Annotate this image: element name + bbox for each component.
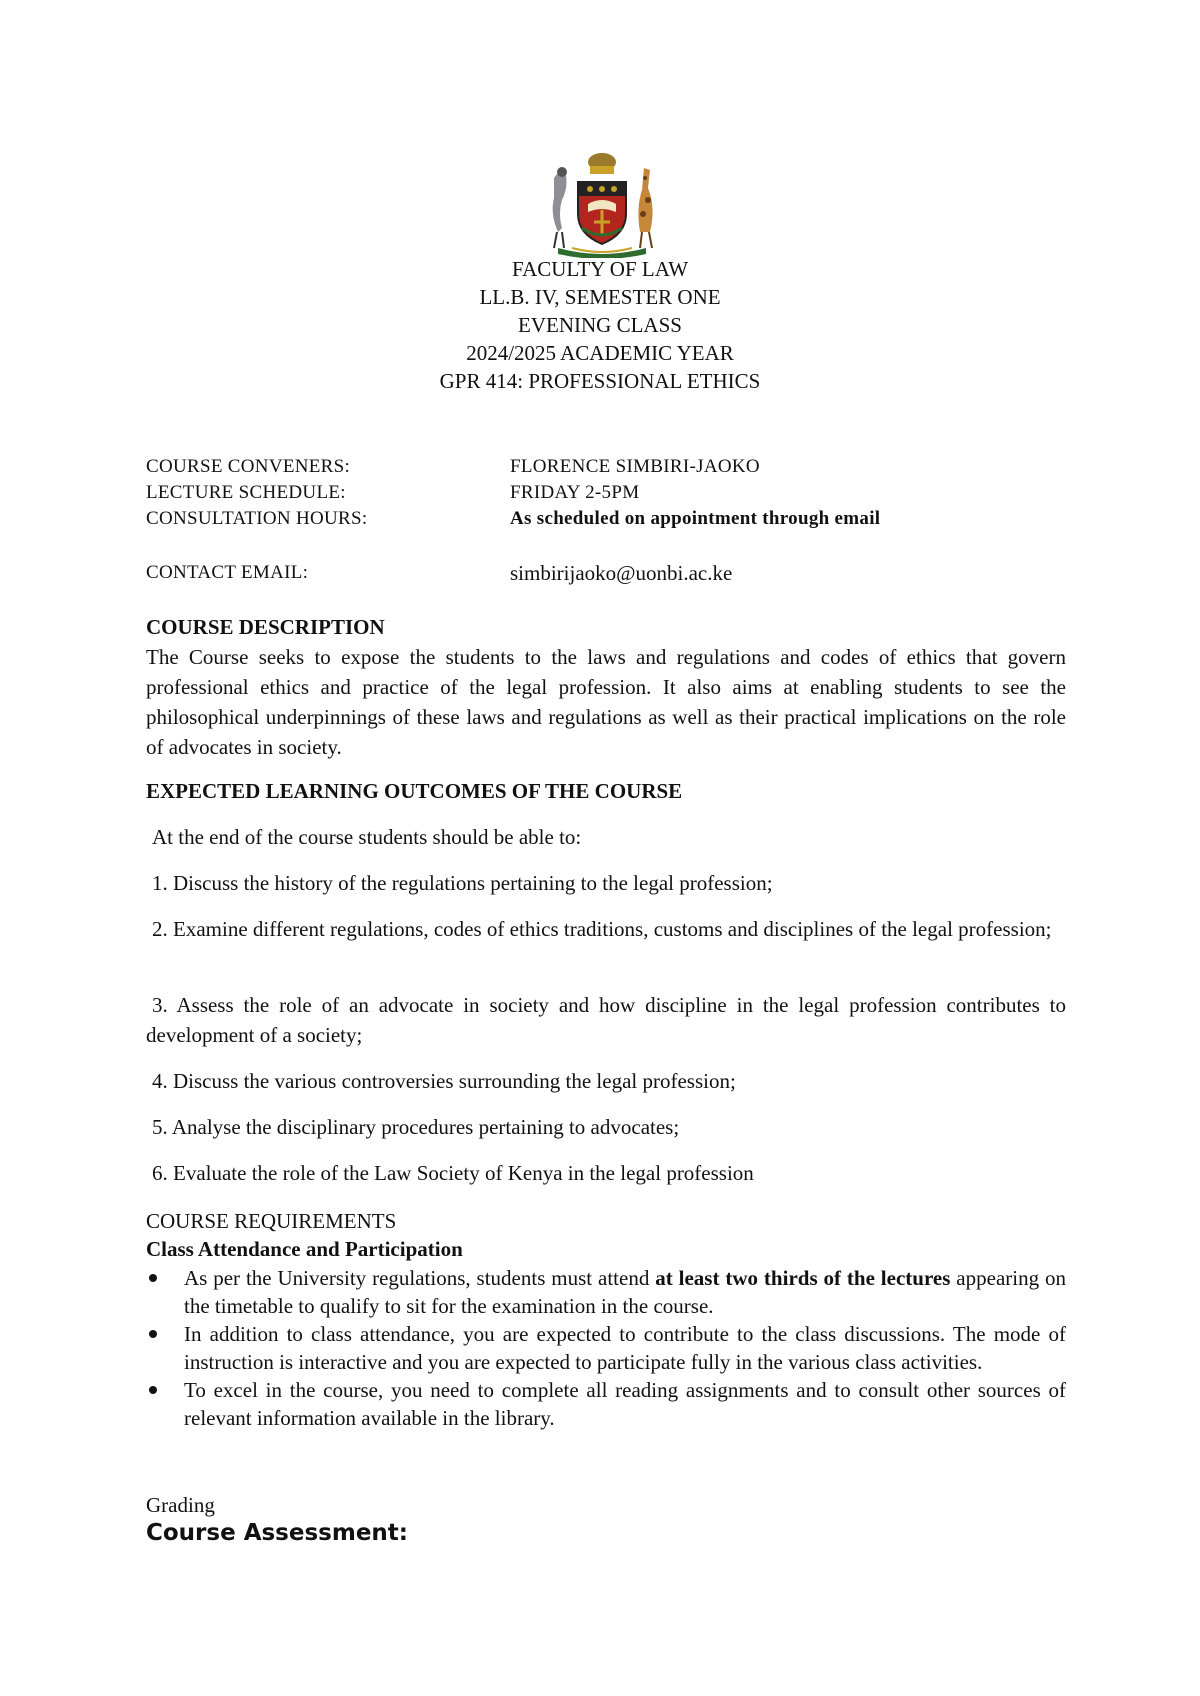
attendance-emphasis: at least two thirds of the lectures [655, 1266, 951, 1290]
class-type: EVENING CLASS [518, 313, 682, 337]
course-requirements-title: COURSE REQUIREMENTS [146, 1209, 397, 1233]
list-item: As per the University regulations, students must attend at least two thirds of the lectures appearing on the timetable to qualify to sit for the examination in the course. [146, 1264, 1066, 1320]
outcome-item: 3. Assess the role of an advocate in society and how discipline in the legal profession contributes to development of a society; [146, 993, 1066, 1047]
outcome-item: 5. Analyse the disciplinary procedures pertaining to advocates; [152, 1115, 680, 1139]
faculty-title: FACULTY OF LAW [511, 257, 689, 281]
document-header [0, 255, 1200, 395]
course-assessment-title: Course Assessment: [146, 1520, 408, 1546]
schedule-label: LECTURE SCHEDULE: [146, 482, 346, 503]
course-description-text: The Course seeks to expose the students to the laws and regulations and codes of ethics that govern professional ethics and practice of the legal profession. It also aims at enabling students to see the philosophical underpinnings of these laws and regulations as well as their practical implications on the role of advocates in society. [146, 645, 1066, 759]
program-title: LL.B. IV, SEMESTER ONE [479, 285, 721, 309]
outcomes-intro: At the end of the course students should be able to: [152, 825, 582, 849]
bullet-icon [149, 1330, 157, 1338]
outcome-item: 6. Evaluate the role of the Law Society of Kenya in the legal profession [152, 1161, 754, 1185]
requirements-list [146, 1264, 1066, 1432]
list-item: To excel in the course, you need to complete all reading assignments and to consult other sources of relevant information available in the library. [146, 1376, 1066, 1432]
outcome-item: 1. Discuss the history of the regulations pertaining to the legal profession; [152, 871, 773, 895]
list-item: In addition to class attendance, you are expected to contribute to the class discussions. The mode of instruction is interactive and you are expected to participate fully in the various class activities. [146, 1320, 1066, 1376]
email-value[interactable]: simbirijaoko@uonbi.ac.ke [510, 561, 733, 585]
university-crest [532, 148, 672, 258]
course-description-title: COURSE DESCRIPTION [146, 615, 385, 639]
academic-year: 2024/2025 ACADEMIC YEAR [466, 341, 734, 365]
grading-title: Grading [146, 1493, 215, 1517]
conveners-value: FLORENCE SIMBIRI-JAOKO [510, 456, 760, 477]
conveners-label: COURSE CONVENERS: [146, 456, 351, 477]
outcome-item: 4. Discuss the various controversies surrounding the legal profession; [152, 1069, 736, 1093]
learning-outcomes-title: EXPECTED LEARNING OUTCOMES OF THE COURSE [146, 779, 683, 803]
attendance-subtitle: Class Attendance and Participation [146, 1237, 463, 1261]
consultation-label: CONSULTATION HOURS: [146, 508, 368, 529]
bullet-icon [149, 1386, 157, 1394]
email-label: CONTACT EMAIL: [146, 562, 309, 583]
university-coat-of-arms-icon [532, 148, 672, 258]
course-title: GPR 414: PROFESSIONAL ETHICS [439, 369, 761, 393]
bullet-icon [149, 1274, 157, 1282]
consultation-value: As scheduled on appointment through email [510, 508, 881, 529]
schedule-value: FRIDAY 2-5PM [510, 482, 640, 503]
outcome-item: 2. Examine different regulations, codes of ethics traditions, customs and disciplines of the legal profession; [152, 917, 1052, 941]
